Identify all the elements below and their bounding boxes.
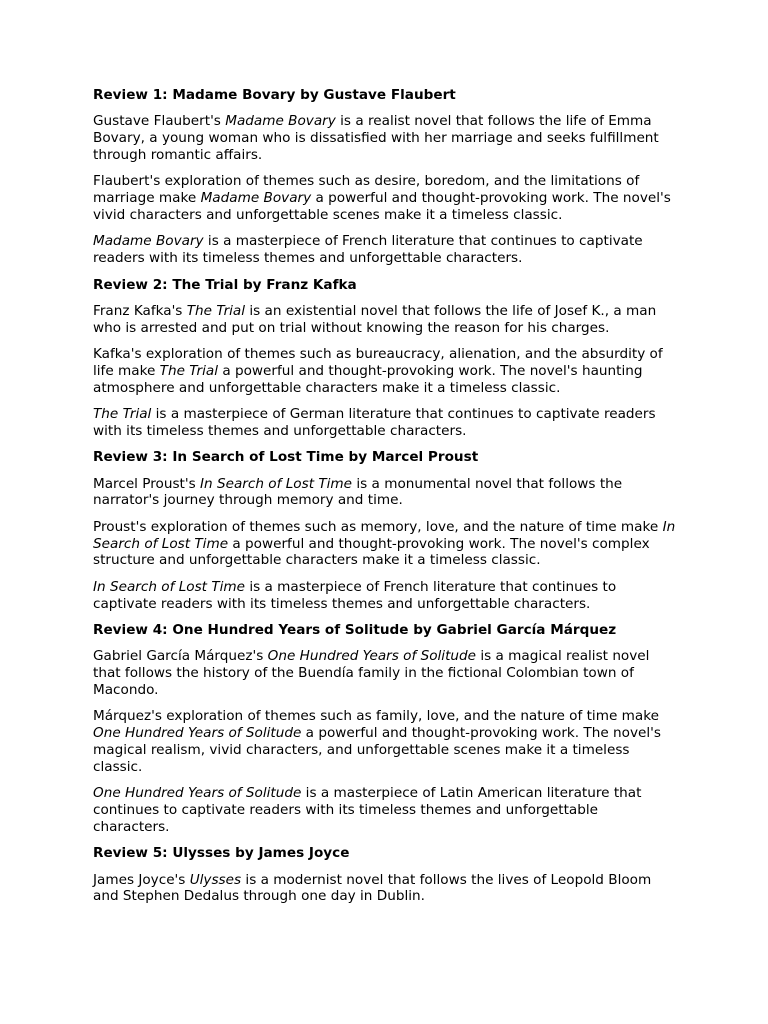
book-title-italic: One Hundred Years of Solitude: [267, 648, 477, 665]
review-section: [93, 87, 678, 267]
review-paragraph: [93, 233, 678, 267]
text-run: Gabriel García Márquez's: [93, 648, 268, 665]
text-run: a powerful and thought-provoking work. The novel's magical realism, vivid characters, and unforgettable scenes make it a timeless classic.: [93, 725, 661, 775]
book-title-italic: In Search of Lost Time: [93, 518, 676, 552]
review-paragraph: [93, 519, 678, 569]
text-run: is a masterpiece of German literature that continues to captivate readers with its timeless themes and unforgettable characters.: [93, 406, 656, 439]
text-run: a powerful and thought-provoking work. The novel's vivid characters and unforgettable scenes make it a timeless classic.: [93, 190, 671, 223]
text-run: is a monumental novel that follows the narrator's journey through memory and time.: [93, 475, 623, 509]
book-title-italic: The Trial: [93, 406, 152, 423]
review-section: [93, 449, 678, 612]
text-run: is a masterpiece of Latin American literature that continues to captivate readers with its timeless themes and unforgettable characters.: [93, 785, 642, 835]
review-paragraph: [93, 406, 678, 440]
review-section: [93, 277, 678, 440]
book-title-italic: Madame Bovary: [93, 233, 204, 250]
review-paragraph: [93, 708, 678, 775]
book-title-italic: The Trial: [159, 362, 218, 379]
text-run: is a realist novel that follows the life of Emma Bovary, a young woman who is dissatisfied with her marriage and seeks fulfillment through romantic affairs.: [93, 113, 659, 163]
text-run: is a magical realist novel that follows the history of the Buendía family in the fictional Colombian town of Macondo.: [93, 648, 650, 699]
text-run: Flaubert's exploration of themes such as desire, boredom, and the limitations of marriage make: [93, 173, 640, 207]
review-paragraph: [93, 346, 678, 396]
book-title-italic: One Hundred Years of Solitude: [93, 785, 302, 802]
text-run: is a masterpiece of French literature that continues to captivate readers with its timeless themes and unforgettable characters.: [93, 233, 643, 267]
review-heading: Review 1: Madame Bovary by Gustave Flaubert: [93, 87, 456, 103]
text-run: a powerful and thought-provoking work. The novel's haunting atmosphere and unforgettable characters make it a timeless classic.: [93, 362, 643, 396]
review-paragraph: [93, 648, 678, 698]
review-paragraph: [93, 113, 678, 163]
book-title-italic: Ulysses: [189, 871, 242, 888]
review-section: [93, 845, 678, 905]
review-paragraph: [93, 579, 678, 613]
book-title-italic: The Trial: [186, 302, 246, 319]
book-title-italic: In Search of Lost Time: [200, 475, 353, 492]
review-section: [93, 622, 678, 836]
book-title-italic: Madame Bovary: [225, 113, 336, 130]
review-paragraph: [93, 785, 678, 835]
text-run: Proust's exploration of themes such as memory, love, and the nature of time make: [93, 518, 663, 535]
text-run: Franz Kafka's: [93, 302, 187, 319]
text-run: Kafka's exploration of themes such as bureaucracy, alienation, and the absurdity of life make: [93, 346, 663, 379]
review-paragraph: [93, 173, 678, 223]
review-heading: Review 3: In Search of Lost Time by Marcel Proust: [93, 449, 479, 466]
review-heading: Review 2: The Trial by Franz Kafka: [93, 276, 357, 293]
review-paragraph: [93, 476, 678, 510]
text-run: Márquez's exploration of themes such as family, love, and the nature of time make: [93, 708, 659, 725]
book-title-italic: Madame Bovary: [200, 190, 312, 207]
review-paragraph: [93, 303, 678, 337]
review-paragraph: [93, 872, 678, 906]
text-run: James Joyce's: [93, 871, 190, 888]
text-run: Gustave Flaubert's: [93, 113, 226, 130]
text-run: Marcel Proust's: [93, 475, 201, 492]
text-run: is a modernist novel that follows the lives of Leopold Bloom and Stephen Dedalus through one day in Dublin.: [93, 871, 652, 905]
review-heading: Review 5: Ulysses by James Joyce: [93, 845, 350, 862]
text-run: is an existential novel that follows the life of Josef K., a man who is arrested and put on trial without knowing the reason for his charges.: [93, 302, 657, 336]
text-run: a powerful and thought-provoking work. The novel's complex structure and unforgettable characters make it a timeless classic.: [93, 535, 650, 569]
book-title-italic: One Hundred Years of Solitude: [93, 725, 302, 742]
book-title-italic: In Search of Lost Time: [93, 578, 246, 595]
review-heading: Review 4: One Hundred Years of Solitude by Gabriel García Márquez: [93, 622, 617, 639]
text-run: is a masterpiece of French literature that continues to captivate readers with its timeless themes and unforgettable characters.: [93, 578, 617, 612]
